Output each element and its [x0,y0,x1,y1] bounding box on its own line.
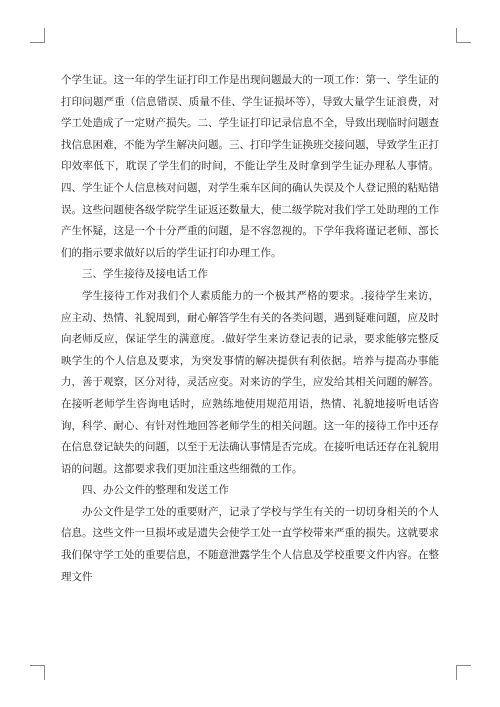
crop-mark-top-left [30,28,45,43]
crop-mark-bottom-left [30,665,45,680]
crop-mark-bottom-right [456,665,471,680]
crop-mark-top-right [456,28,471,43]
section-heading-reception: 三、学生接待及接电话工作 [82,268,208,281]
paragraph-student-id-issues: 个学生证。这一年的学生证打印工作是出现问题最大的一项工作：第一、学生证的打印问题严重（信息错误、质量不佳、学生证损坏等），导致大量学生证浪费，对学工处造成了一定财产损失。二、学生证打印记录信息不全，导致出现临时问题查找信息困难，不能为学生解决问题。三、打印学生证换班交接问题，导致学生正打印效率低下，耽误了学生们的时间，不能让学生及时拿到学生证办理私人事情。四、学生证个人信息核对问题，对学生乘车区间的确认失误及个人登记照的粘贴错误。这些问题使各级学院学生证返还数量大，使二级学院对我们学工处助理的工作产生怀疑，这是一个十分严重的问题，是不容忽视的。下学年我将谨记老师、部长们的指示要求做好以后的学生证打印办理工作。 [61,74,439,259]
paragraph-office-documents: 办公文件是学工处的重要财产，记录了学校与学生有关的一切切身相关的个人信息。这些文件一旦损坏或是遗失会使学工处一直学校带来严重的损失。这就要求我们保守学工处的重要信息，不随意泄露学生个人信息及学校重要文件内容。在整理文件 [61,505,439,583]
section-heading-documents: 四、办公文件的整理和发送工作 [82,484,229,497]
document-body [61,70,439,588]
paragraph-reception-phone: 学生接待工作对我们个人素质能力的一个极其严格的要求。.接待学生来访，应主动、热情、礼貌周到，耐心解答学生有关的各类问题，遇到疑难问题，应及时向老师反应，保证学生的满意度。.做好学生来访登记表的记录，要求能够完整反映学生的个人信息及要求，为突发事情的解决提供有利依据。培养与提高办事能力，善于观察，区分对待，灵活应变。对来访的学生，应发给其相关问题的解答。在接听老师学生咨询电话时，应熟练地使用规范用语，热情、礼貌地接听电话咨询，科学、耐心、有针对性地回答老师学生的相关问题。这一年的接待工作中还存在信息登记缺失的问题，以至于无法确认事情是否完成。在接听电话还存在礼貌用语的问题。这都要求我们更加注重这些细微的工作。 [61,289,439,475]
